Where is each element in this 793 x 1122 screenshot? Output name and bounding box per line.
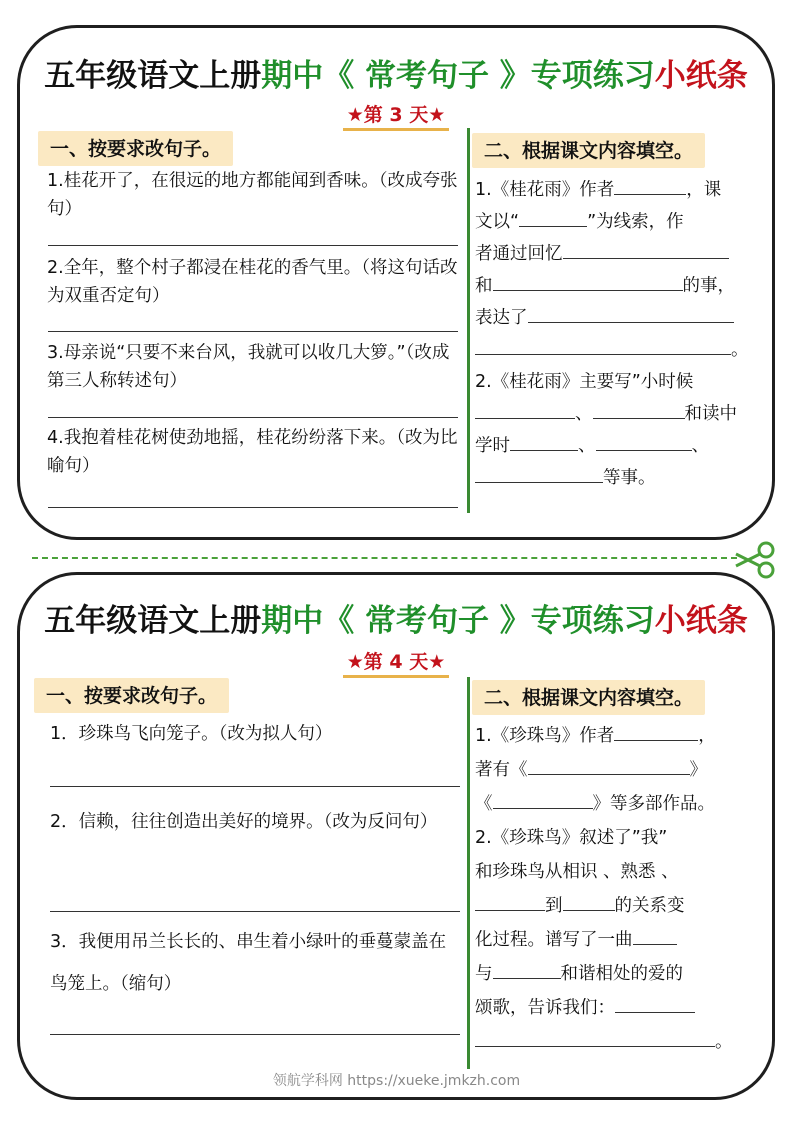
- blank[interactable]: [475, 462, 603, 483]
- question-2: 2．信赖，往往创造出美好的境界。（改为反问句）: [50, 812, 438, 832]
- section-1-heading: 一、按要求改句子。: [34, 678, 229, 713]
- answer-line-3[interactable]: [48, 417, 458, 418]
- question-3: 3.母亲说“只要不来台风，我就可以收几大箩。”（改成第三人称转述句）: [47, 343, 450, 391]
- section-2-heading: 二、根据课文内容填空。: [472, 680, 705, 715]
- day-label: ★第 3 天★: [20, 100, 772, 131]
- blank[interactable]: [633, 924, 677, 945]
- question-4: 4.我抱着桂花树使劲地摇，桂花纷纷落下来。（改为比喻句）: [47, 428, 458, 476]
- question-1: 1．珍珠鸟飞向笼子。（改为拟人句）: [50, 724, 333, 744]
- title-part-topic: 期中《 常考句子 》专项练习: [261, 603, 655, 639]
- blank[interactable]: [493, 270, 683, 291]
- blank[interactable]: [614, 720, 698, 741]
- blank[interactable]: [475, 334, 731, 355]
- cut-line: [32, 557, 737, 559]
- blank[interactable]: [528, 302, 734, 323]
- blank[interactable]: [596, 430, 692, 451]
- practice-card-day-4: [17, 572, 775, 1100]
- answer-line-1[interactable]: [48, 245, 458, 246]
- blank[interactable]: [519, 206, 587, 227]
- card-title: [20, 595, 772, 640]
- section-2-heading: 二、根据课文内容填空。: [472, 133, 705, 168]
- title-part-slip: 小纸条: [654, 58, 748, 94]
- section-1-heading: 一、按要求改句子。: [38, 131, 233, 166]
- column-divider: [467, 677, 470, 1069]
- blank[interactable]: [563, 238, 729, 259]
- blank[interactable]: [593, 398, 685, 419]
- card-title: [20, 50, 772, 95]
- answer-line-2[interactable]: [50, 911, 460, 912]
- column-divider: [467, 128, 470, 513]
- blank[interactable]: [493, 958, 561, 979]
- question-3: 3．我便用吊兰长长的、串生着小绿叶的垂蔓蒙盖在鸟笼上。（缩句）: [50, 932, 447, 994]
- answer-line-4[interactable]: [48, 507, 458, 508]
- title-part-topic: 期中《 常考句子 》专项练习: [261, 58, 655, 94]
- blank[interactable]: [615, 992, 695, 1013]
- scissors-icon: [732, 540, 778, 580]
- blank[interactable]: [510, 430, 578, 451]
- answer-line-3[interactable]: [50, 1034, 460, 1035]
- fill-in-block: 1.《珍珠鸟》作者 ， 著有《 》 《 》等多部作品。 2.《珍珠鸟》叙述了”我” 和珍珠鸟从相识 、熟悉 、 到 的关系变 化过程。谱写了一曲 与 和谐相处的爱的 颂歌，告诉我们： 。: [475, 719, 760, 1059]
- title-part-slip: 小纸条: [654, 603, 748, 639]
- footer-source: 领航学科网 https://xueke.jmkzh.com: [272, 1073, 521, 1089]
- fill-in-block: 1.《桂花雨》作者 ，课 文以“ ”为线索，作 者通过回忆 和 的事， 表达了 。 2.《桂花雨》主要写”小时候 、 和读中 学时 、 、 等事。: [475, 174, 755, 494]
- day-label: ★第 4 天★: [20, 647, 772, 678]
- question-2: 2.全年，整个村子都浸在桂花的香气里。（将这句话改为双重否定句）: [47, 258, 458, 306]
- blank[interactable]: [563, 890, 615, 911]
- blank[interactable]: [475, 890, 545, 911]
- answer-line-1[interactable]: [50, 786, 460, 787]
- question-1: 1.桂花开了，在很远的地方都能闻到香味。（改成夸张句）: [47, 171, 458, 219]
- blank[interactable]: [493, 788, 593, 809]
- answer-line-2[interactable]: [48, 331, 458, 332]
- blank[interactable]: [614, 174, 686, 195]
- title-part-grade: 五年级语文上册: [44, 58, 262, 94]
- blank[interactable]: [528, 754, 690, 775]
- blank[interactable]: [475, 1026, 715, 1047]
- blank[interactable]: [475, 398, 575, 419]
- practice-card-day-3: [17, 25, 775, 540]
- title-part-grade: 五年级语文上册: [44, 603, 262, 639]
